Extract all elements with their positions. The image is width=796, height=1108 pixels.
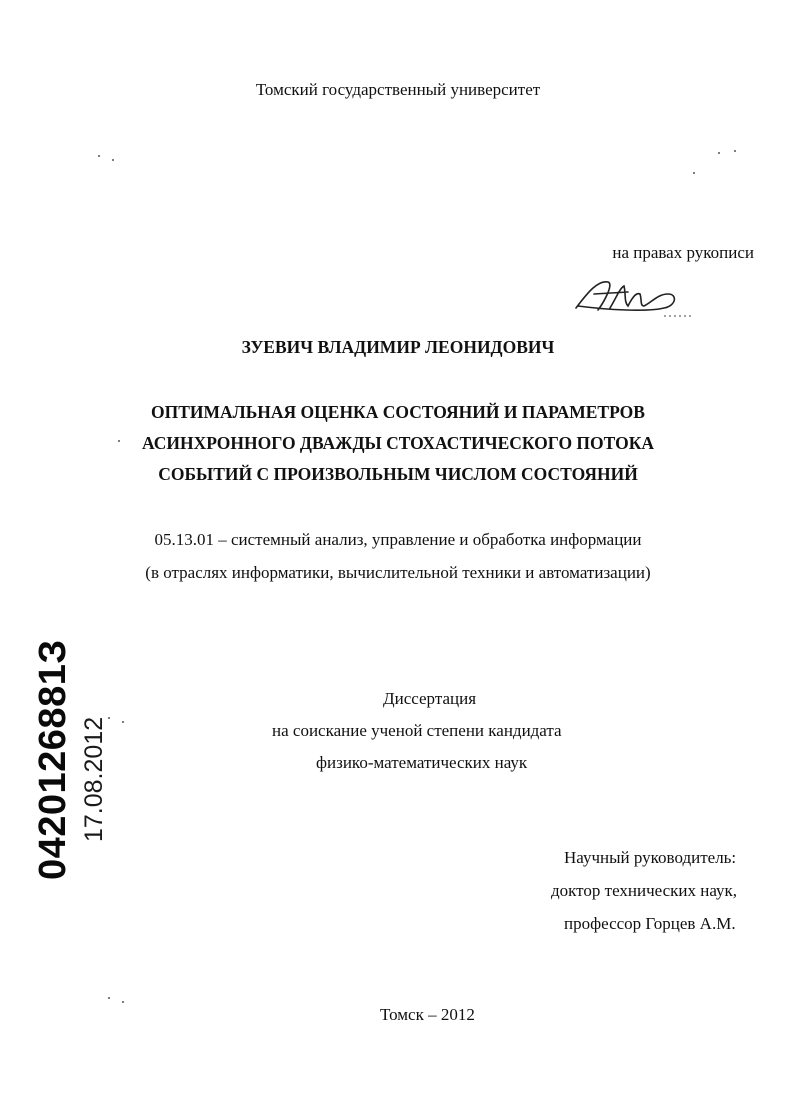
supervisor-line: доктор технических наук,	[551, 881, 738, 900]
specialty-line: (в отраслях информатики, вычислительной техники и автоматизации)	[145, 563, 651, 582]
dissertation-line: на соискание ученой степени кандидата	[272, 721, 562, 740]
dissertation-line: Диссертация	[383, 689, 477, 708]
specialty-line: 05.13.01 – системный анализ, управление и обработка информации	[154, 530, 642, 549]
stamp-number: 0420126881З	[32, 639, 74, 880]
supervisor-line: Научный руководитель:	[564, 848, 737, 867]
stamp-date: 17.08.2012	[80, 716, 108, 842]
scan-speck	[98, 155, 100, 157]
scan-speck	[112, 159, 114, 161]
scan-speck	[108, 997, 110, 999]
scan-speck	[118, 440, 120, 442]
university-name: Томский государственный университет	[255, 80, 541, 99]
manuscript-note: на правах рукописи	[612, 243, 754, 262]
title-line: АСИНХРОННОГО ДВАЖДЫ СТОХАСТИЧЕСКОГО ПОТОКА	[141, 433, 655, 453]
scan-speck	[734, 150, 736, 152]
author-name: ЗУЕВИЧ ВЛАДИМИР ЛЕОНИДОВИЧ	[241, 337, 555, 357]
supervisor-line: профессор Горцев А.М.	[564, 914, 736, 933]
scan-speck	[108, 717, 110, 719]
title-line: СОБЫТИЙ С ПРОИЗВОЛЬНЫМ ЧИСЛОМ СОСТОЯНИЙ	[158, 464, 638, 484]
place-year: Томск – 2012	[380, 1005, 475, 1024]
scan-speck	[122, 1001, 124, 1003]
scan-speck	[122, 721, 124, 723]
scan-speck	[718, 152, 720, 154]
title-line: ОПТИМАЛЬНАЯ ОЦЕНКА СОСТОЯНИЙ И ПАРАМЕТРОВ	[151, 402, 645, 422]
scan-speck	[693, 172, 695, 174]
dissertation-line: физико-математических наук	[316, 753, 528, 772]
signature-icon	[568, 272, 694, 318]
